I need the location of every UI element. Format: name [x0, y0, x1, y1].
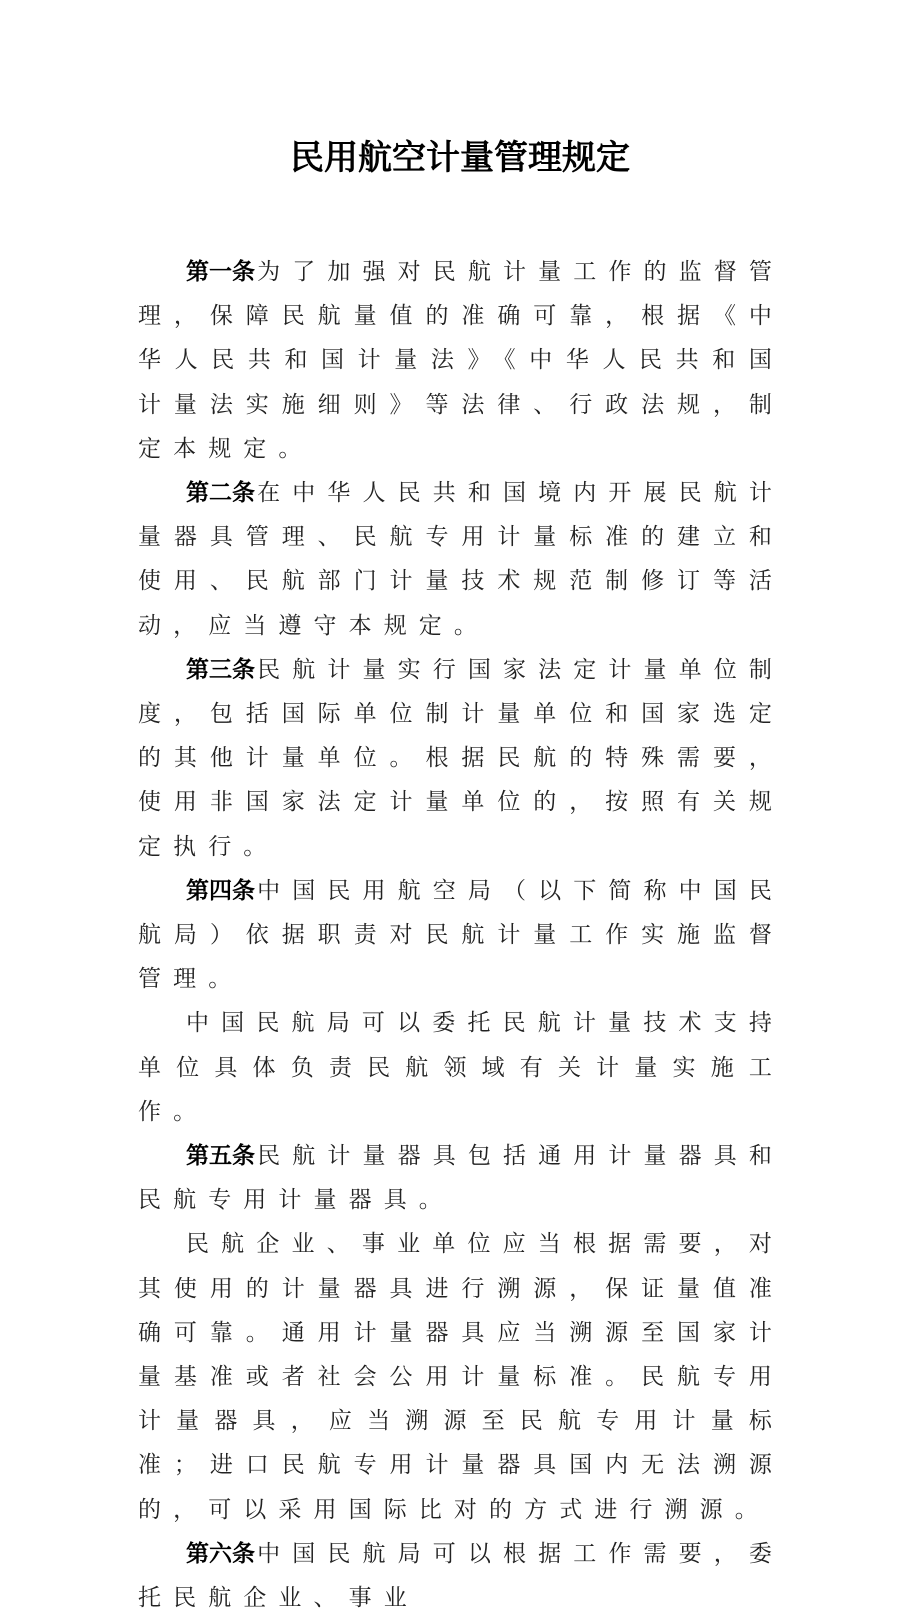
article-text: 民航企业、事业单位应当根据需要，对其使用的计量器具进行溯源，保证量值准确可靠。通用计量器具应当溯源至国家计量基准或者社会公用计量标准。民航专用计量器具，应当溯源至民航专用计量标准；进口民航专用计量器具国内无法溯源的，可以采用国际比对的方式进行溯源。	[138, 1231, 784, 1523]
article-text: 民航计量器具包括通用计量器具和民航专用计量器具。	[138, 1143, 785, 1214]
article-3	[138, 648, 784, 869]
article-6	[138, 1532, 784, 1620]
article-heading: 第四条	[186, 877, 256, 904]
article-text: 为了加强对民航计量工作的监督管理，保障民航量值的准确可靠，根据《中华人民共和国计量法》《中华人民共和国计量法实施细则》等法律、行政法规，制定本规定。	[138, 259, 785, 462]
article-4	[138, 869, 784, 1002]
article-1	[138, 250, 784, 471]
article-heading: 第二条	[186, 480, 256, 507]
article-text: 中国民用航空局（以下简称中国民航局）依据职责对民航计量工作实施监督管理。	[138, 877, 785, 993]
document-body	[138, 250, 784, 1620]
article-text: 在中华人民共和国境内开展民航计量器具管理、民航专用计量标准的建立和使用、民航部门计量技术规范制修订等活动，应当遵守本规定。	[138, 480, 785, 639]
article-5	[138, 1134, 784, 1222]
article-heading: 第五条	[186, 1143, 256, 1170]
article-heading: 第六条	[186, 1540, 256, 1567]
article-4-clause-2	[138, 1001, 784, 1134]
article-heading: 第三条	[186, 656, 256, 683]
article-heading: 第一条	[186, 259, 256, 285]
article-5-clause-2	[138, 1222, 784, 1531]
article-2	[138, 471, 784, 648]
document-title: 民用航空计量管理规定	[290, 137, 630, 178]
article-text: 民航计量实行国家法定计量单位制度，包括国际单位制计量单位和国家选定的其他计量单位。根据民航的特殊需要，使用非国家法定计量单位的，按照有关规定执行。	[138, 656, 785, 860]
article-text: 中国民航局可以根据工作需要，委托民航企业、事业	[138, 1540, 785, 1612]
article-text: 中国民航局可以委托民航计量技术支持单位具体负责民航领域有关计量实施工作。	[138, 1010, 784, 1125]
